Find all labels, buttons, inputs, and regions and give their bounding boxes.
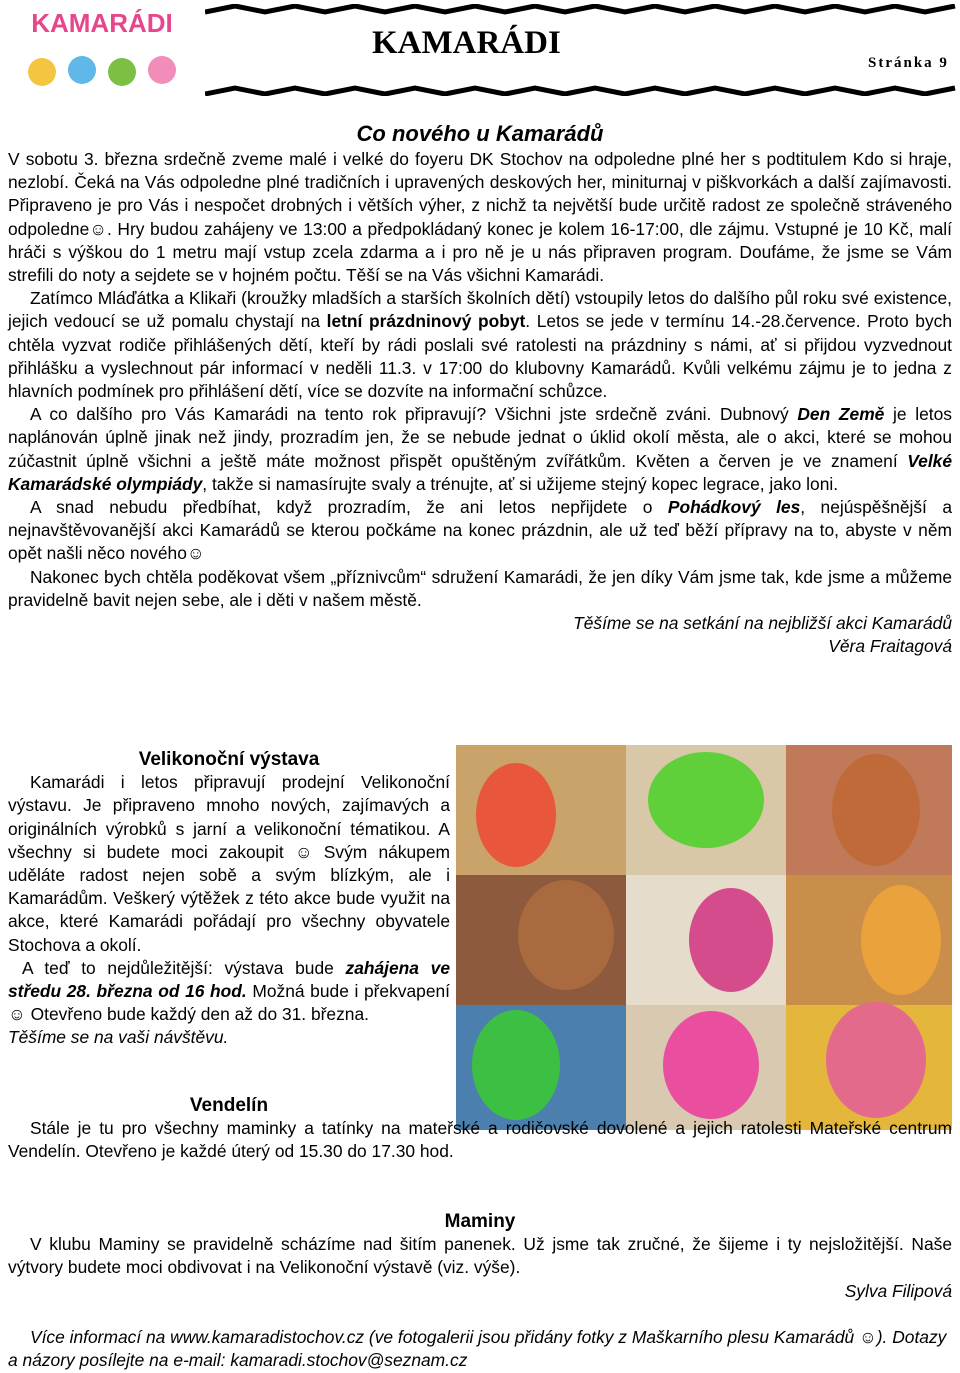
paragraph: Těšíme se na vaši návštěvu.	[8, 1027, 229, 1048]
paragraph: A snad nebudu předbíhat, když prozradím, že ani letos nepřijdete o Pohádkový les, nejúspěšnější a nejnavštěvovanější akci Kamarádů se kterou počkáme na konec prázdnin, ale už teď běží přípravy na to, abyste v něm opět našli něco nového☺	[8, 497, 952, 564]
paragraph: A co dalšího pro Vás Kamarádi na tento rok připravují? Všichni jste srdečně zváni. Dubnový Den Země je letos naplánován úplně jinak než jindy, prozradím jen, že se nebude jednat o úklid okolí města, ale o akci, které se mohou zúčastnit úplně všichni a ještě máte možnost přispět opuštěným zvířátkům. Květen a červen je ve znamení Velké Kamarádské olympiády, takže si namasírujte svaly a trénujte, ať si užijeme stejný kopec legrace, jako loni.	[8, 404, 953, 494]
svg-text:KAMARÁDI: KAMARÁDI	[31, 8, 173, 38]
section-news	[8, 120, 952, 658]
signature-line: Těšíme se na setkání na nejbližší akci Kamarádů	[573, 613, 952, 634]
paragraph: V klubu Maminy se pravidelně scházíme nad šitím panenek. Už jsme tak zručné, že šijeme i ty nejsložitější. Naše výtvory budete moci obdivovat i na Velikonoční výstavě (viz. výše).	[8, 1234, 952, 1278]
section-title: Velikonoční výstava	[138, 749, 320, 770]
paragraph: A teď to nejdůležitější: výstava bude zahájena ve středu 28. března od 16 hod. Možná bude i překvapení ☺ Otevřeno bude každý den až do 31. března.	[8, 957, 451, 1025]
paragraph: V sobotu 3. března srdečně zveme malé i velké do foyeru DK Stochov na odpoledne plné her s podtitulem Kdo si hraje, nezlobí. Čeká na Vás odpoledne plné tradičních i upravených deskových her, miniturnaj v piškvorkách a další zajímavosti. Připraveno je pro Vás i nespočet drobných i větších výher, z nichž ta největší bude určitě radost ze společně stráveného odpoledne☺. Hry budou zahájeny ve 13:00 a předpokládaný konec je kolem 16-17:00, dle zájmu. Vstupné je 10 Kč, malí hráči s výškou do 1 metru mají vstup zcela zdarma a i pro ně je u nás připraven program. Doufáme, že jsme se Vám strefili do noty a sejdete se v hojném počtu. Těší se na Vás všichni Kamarádi.	[8, 149, 952, 286]
kamaradi-logo	[2, 2, 202, 98]
section-easter	[8, 748, 450, 1050]
page-header	[0, 0, 960, 100]
easter-eggs-photo	[456, 745, 952, 1130]
section-title: Maminy	[444, 1211, 516, 1232]
section-title: Co nového u Kamarádů	[356, 121, 604, 146]
paragraph: Zatímco Mláďátka a Klikaři (kroužky mladších a starších školních dětí) vstoupily letos do dalšího půl roku své existence, jejich vedoucí se už pomalu chystají na letní prázdninový pobyt. Letos se jede v termínu 14.-28.července. Proto bych chtěla vyzvat rodiče přihlášených dětí, kteří by rádi poslali své ratolesti na prázdniny s námi, ať si přijdou vyzvednout přihlášku a vyslechnout pár informací v neděli 11.3. v 17:00 do klubovny Kamarádů. Kvůli velkému zájmu je to jedna z hlavních podmínek pro přihlášení dětí, více se dozvíte na informační schůzce.	[8, 288, 953, 402]
easter-eggs-image	[456, 745, 952, 1130]
section-maminy	[8, 1210, 952, 1303]
signature-name: Věra Fraitagová	[828, 636, 952, 657]
paragraph: Stále je tu pro všechny maminky a tatínky na mateřské a rodičovské dovolené a jejich ratolesti Mateřské centrum Vendelín. Otevřeno je každé úterý od 15.30 do 17.30 hod.	[8, 1118, 952, 1162]
footer-info: Více informací na www.kamaradistochov.cz (ve fotogalerii jsou přidány fotky z Maškarního plesu Kamarádů ☺). Dotazy a názory posílejte na e-mail: kamaradi.stochov@seznam.cz	[8, 1327, 947, 1371]
signature-name: Sylva Filipová	[844, 1280, 952, 1301]
paragraph: Kamarádi i letos připravují prodejní Velikonoční výstavu. Je připraveno mnoho nových, zajímavých a originálních výrobků s jarní a velikonoční tématikou. A všechny si budete moci zakoupit ☺ Svým nákupem uděláte radost nejen sobě a svým blízkým, ale i Kamarádům. Veškerý výtěžek z této akce bude využit na akce, které Kamarádi pořádají pro všechny obyvatele Stochova a okolí.	[8, 772, 450, 955]
page-number: Stránka 9	[868, 55, 949, 71]
paragraph: Nakonec bych chtěla poděkovat všem „příznivcům“ sdružení Kamarádi, že jen díky Vám jsme tak, kde jsme a můžeme pravidelně bavit nejen sebe, ale i děti v našem městě.	[8, 566, 952, 610]
newsletter-title: KAMARÁDI	[372, 25, 561, 61]
header-zigzag-decoration	[205, 4, 960, 96]
section-vendelin	[8, 1094, 952, 1164]
section-title: Vendelín	[189, 1095, 269, 1116]
